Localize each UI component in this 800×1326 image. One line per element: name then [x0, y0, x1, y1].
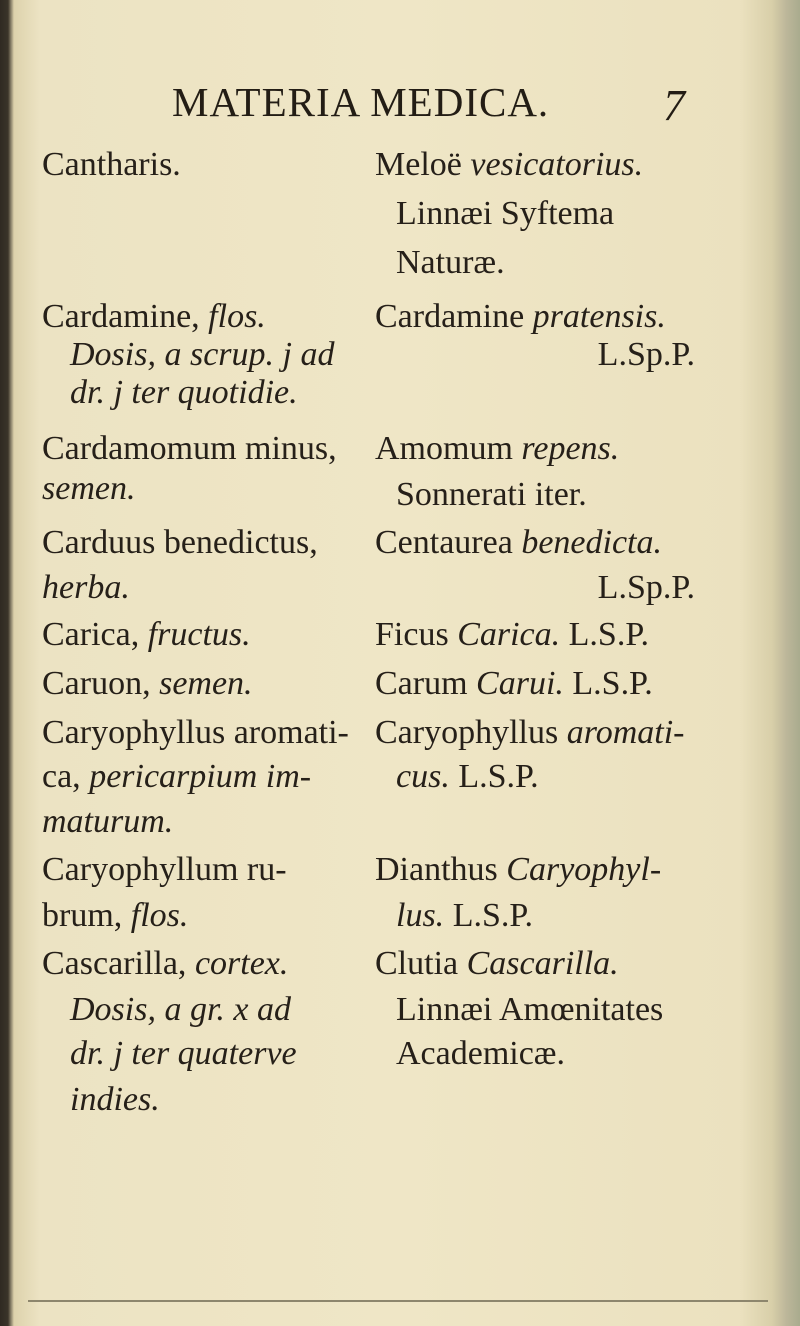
entry-right-18: Academicæ.	[396, 1035, 565, 1072]
entry-right-5: L.Sp.P.	[597, 336, 695, 373]
entry-right-2: Linnæi Syftema	[396, 195, 615, 232]
entry-left-2: Cardamine, flos.	[42, 298, 266, 335]
entry-left-16: Cascarilla, cortex.	[42, 945, 289, 982]
entry-left-9: Carica, fructus.	[42, 616, 251, 653]
entry-right-12: Caryophyllus aromati-	[375, 714, 685, 751]
entry-left-5: Cardamomum minus,	[42, 430, 337, 467]
entry-right-6: Amomum repens.	[375, 430, 620, 467]
entry-left-11: Caryophyllus aromati-	[42, 714, 349, 751]
entry-left-6: semen.	[42, 470, 136, 507]
entry-left-14: Caryophyllum ru-	[42, 851, 287, 888]
entry-left-15: brum, flos.	[42, 897, 189, 934]
entry-right-1: Meloë vesicatorius.	[375, 146, 644, 183]
entry-left-1: Cantharis.	[42, 146, 181, 183]
entry-right-10: Ficus Carica. L.S.P.	[375, 616, 649, 653]
entry-left-17: Dosis, a gr. x ad	[70, 991, 292, 1028]
entry-left-8: herba.	[42, 569, 130, 606]
entry-right-9: L.Sp.P.	[597, 569, 695, 606]
entry-right-4: Cardamine pratensis.	[375, 298, 666, 335]
entry-right-8: Centaurea benedicta.	[375, 524, 662, 561]
entry-left-19: indies.	[70, 1081, 160, 1118]
entry-right-14: Dianthus Caryophyl-	[375, 851, 662, 888]
entry-left-12: ca, pericarpium im-	[42, 758, 312, 795]
entry-right-7: Sonnerati iter.	[396, 476, 587, 513]
entry-left-10: Caruon, semen.	[42, 665, 253, 702]
page-title: MATERIA MEDICA.	[172, 79, 550, 125]
entry-right-11: Carum Carui. L.S.P.	[375, 665, 653, 702]
entry-left-7: Carduus benedictus,	[42, 524, 318, 561]
entry-left-13: maturum.	[42, 803, 174, 840]
entry-right-13: cus. L.S.P.	[396, 758, 539, 795]
entry-left-18: dr. j ter quaterve	[70, 1035, 297, 1072]
entry-right-16: Clutia Cascarilla.	[375, 945, 619, 982]
entry-right-3: Naturæ.	[396, 244, 505, 281]
entry-left-4: dr. j ter quotidie.	[70, 374, 298, 411]
entry-right-17: Linnæi Amœnitates	[396, 991, 664, 1028]
page-number: 7	[663, 81, 686, 130]
entry-left-3: Dosis, a scrup. j ad	[70, 336, 335, 373]
entry-right-15: lus. L.S.P.	[396, 897, 534, 934]
bottom-rule	[28, 1300, 768, 1302]
